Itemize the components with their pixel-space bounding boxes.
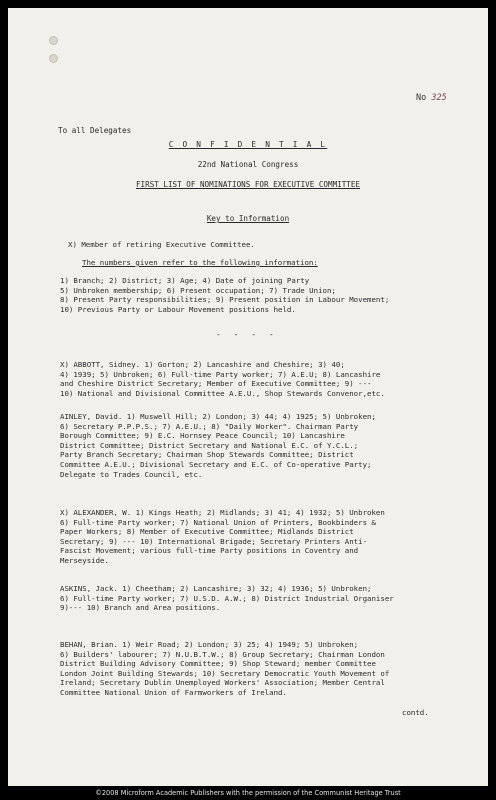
nominee-entry-ainley xyxy=(60,412,480,479)
entry-line: Committee A.E.U.; Divisional Secretary and E.C. of Co-operative Party; xyxy=(60,459,372,469)
entry-line: Committee National Union of Farmworkers of Ireland. xyxy=(60,687,287,697)
confidential-heading: C O N F I D E N T I A L xyxy=(168,140,328,149)
entry-line: London Joint Building Stewards; 10) Secretary Democratic Youth Movement of xyxy=(60,668,390,678)
entry-line: 6) Builders' labourer; 7) N.U.B.T.W.; 8) Group Secretary; Chairman London xyxy=(60,649,385,659)
document-page xyxy=(8,8,488,786)
document-number: No 325 xyxy=(416,93,447,103)
punch-hole-mark xyxy=(49,36,58,45)
entry-line: AINLEY, David. 1) Muswell Hill; 2) London; 3) 44; 4) 1925; 5) Unbroken; xyxy=(60,412,376,421)
key-x-line: X) Member of retiring Executive Committee. xyxy=(68,240,255,249)
entry-line: Paper Workers; 8) Member of Executive Committee; Midlands District xyxy=(60,527,354,537)
key-item: 10) Previous Party or Labour Movement positions held. xyxy=(60,304,296,314)
entry-line: 6) Full-time Party worker; 7) National Union of Printers, Bookbinders & xyxy=(60,517,376,527)
entry-line: Secretary; 9) --- 10) International Brigade; Secretary Printers Anti- xyxy=(60,536,368,546)
entry-line: District Building Advisory Committee; 9) Shop Steward; member Committee xyxy=(60,659,376,669)
key-item: 1) Branch; 2) District; 3) Age; 4) Date of joining Party xyxy=(60,276,310,285)
key-item: 5) Unbroken membership; 6) Present occupation; 7) Trade Union; xyxy=(60,285,336,295)
entry-line: BEHAN, Brian. 1) Weir Road; 2) London; 3) 25; 4) 1949; 5) Unbroken; xyxy=(60,640,359,649)
key-heading: Key to Information xyxy=(206,214,290,223)
entry-line: Merseyside. xyxy=(60,555,109,565)
separator-dashes: - - - - xyxy=(216,330,278,339)
continued-note: contd. xyxy=(402,708,429,717)
nominee-entry-abbott xyxy=(60,360,480,398)
entry-line: ASKINS, Jack. 1) Cheetham; 2) Lancashire; 3) 32; 4) 1936; 5) Unbroken; xyxy=(60,584,372,593)
entry-line: 10) National and Divisional Committee A.E.U., Shop Stewards Convenor,etc. xyxy=(60,388,385,398)
entry-line: and Cheshire District Secretary; Member of Executive Committee; 9) --- xyxy=(60,379,372,389)
punch-hole-mark xyxy=(49,54,58,63)
copyright-footer: ©2008 Microform Academic Publishers with the permission of the Communist Heritage Trust xyxy=(95,789,401,797)
key-refer-line: The numbers given refer to the following information: xyxy=(82,258,318,267)
entry-line: X) ALEXANDER, W. 1) Kings Heath; 2) Midlands; 3) 41; 4) 1932; 5) Unbroken xyxy=(60,508,385,517)
entry-line: Delegate to Trades Council, etc. xyxy=(60,469,203,479)
entry-line: 6) Full-time Party worker; 7) U.S.D. A.W.; 8) District Industrial Organiser xyxy=(60,593,394,603)
nominee-entry-askins xyxy=(60,584,480,613)
entry-line: Borough Committee; 9) E.C. Hornsey Peace Council; 10) Lancashire xyxy=(60,431,345,441)
nominee-entry-behan xyxy=(60,640,480,698)
key-item: 8) Present Party responsibilities; 9) Present position in Labour Movement; xyxy=(60,295,390,305)
entry-line: 4) 1939; 5) Unbroken; 6) Full-time Party worker; 7) A.E.U; 8) Lancashire xyxy=(60,369,381,379)
entry-line: 6) Secretary P.P.P.S.; 7) A.E.U.; 8) "Daily Worker". Chairman Party xyxy=(60,421,359,431)
nominee-entry-alexander xyxy=(60,508,480,566)
entry-line: District Committee; District Secretary and National E.C. of Y.C.L.; xyxy=(60,440,359,450)
entry-line: Fascist Movement; various full-time Party positions in Coventry and xyxy=(60,546,359,556)
document-number-handwritten: 325 xyxy=(431,93,447,103)
entry-line: 9)--- 10) Branch and Area positions. xyxy=(60,603,221,613)
nomination-list-title: FIRST LIST OF NOMINATIONS FOR EXECUTIVE COMMITTEE xyxy=(135,180,361,189)
entry-line: Party Branch Secretary; Chairman Shop Stewards Committee; District xyxy=(60,450,354,460)
entry-line: X) ABBOTT, Sidney. 1) Gorton; 2) Lancashire and Cheshire; 3) 40; xyxy=(60,360,345,369)
key-items xyxy=(60,276,480,314)
congress-heading: 22nd National Congress xyxy=(197,160,299,169)
addressee: To all Delegates xyxy=(58,126,132,135)
entry-line: Ireland; Secretary Dublin Unemployed Workers' Association; Member Central xyxy=(60,678,385,688)
